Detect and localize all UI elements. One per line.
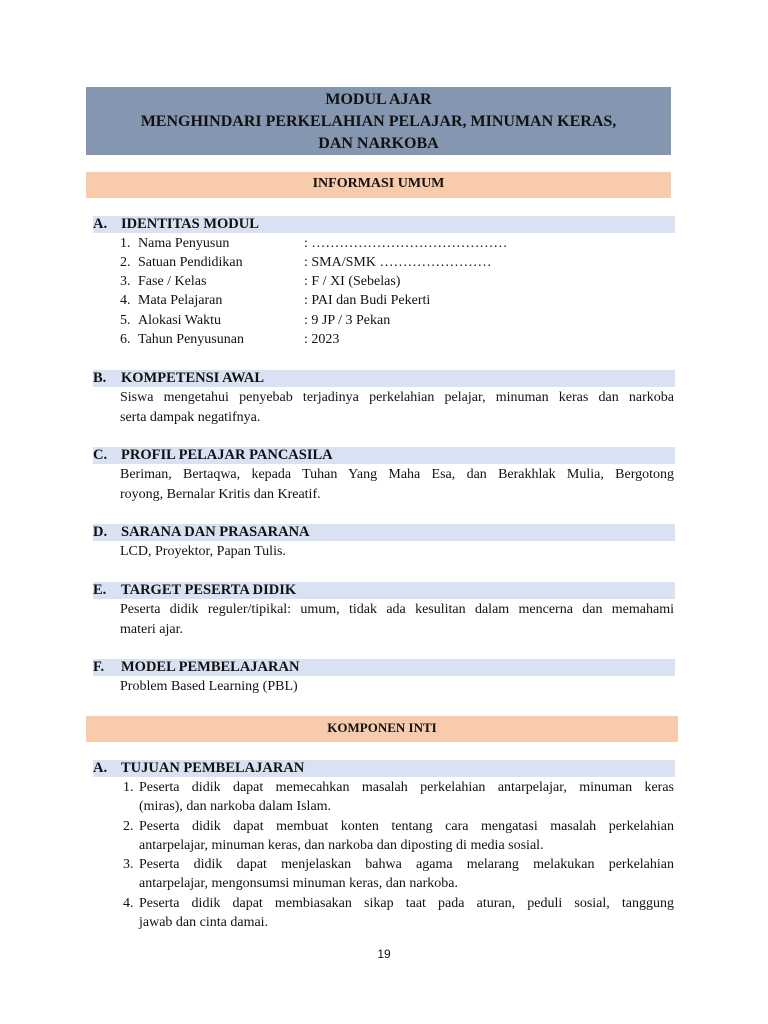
section-model-heading [93, 659, 675, 676]
page-number: 19 [377, 947, 391, 961]
section-letter: F. [93, 659, 105, 675]
band-komponen-inti: KOMPONEN INTI [86, 716, 678, 742]
paragraph-line: royong, Bernalar Kritis dan Kreatif. [120, 486, 321, 502]
row-label: Alokasi Waktu [138, 313, 221, 328]
band-informasi-umum: INFORMASI UMUM [86, 172, 671, 198]
section-title: MODEL PEMBELAJARAN [121, 659, 300, 675]
paragraph-line: serta dampak negatifnya. [120, 409, 261, 425]
section-title: SARANA DAN PRASARANA [121, 524, 310, 540]
row-value: : SMA/SMK …………………… [304, 255, 492, 270]
item-line: Peserta didik dapat membuat konten tentang cara mengatasi masalah perkelahian [139, 818, 674, 834]
section-title: TUJUAN PEMBELAJARAN [121, 760, 305, 776]
profil-pelajar-text [120, 465, 674, 504]
section-sarana-heading [93, 524, 675, 541]
item-line: (miras), dan narkoba dalam Islam. [139, 799, 332, 815]
list-item [120, 855, 674, 894]
section-title: PROFIL PELAJAR PANCASILA [121, 447, 333, 463]
module-subtitle-line2: DAN NARKOBA [318, 135, 439, 152]
module-title: MODUL AJAR [325, 91, 432, 108]
row-number: 4. [120, 293, 131, 308]
row-number: 1. [120, 236, 131, 251]
item-line: antarpelajar, mengonsumsi minuman keras, dan narkoba. [139, 876, 459, 892]
paragraph-line: Problem Based Learning (PBL) [120, 679, 298, 694]
section-letter: C. [93, 447, 108, 463]
section-identitas-modul-heading [93, 216, 675, 233]
paragraph-line: Peserta didik reguler/tipikal: umum, tidak ada kesulitan dalam mencerna dan memahami [120, 602, 674, 617]
row-value: : F / XI (Sebelas) [304, 274, 401, 289]
item-line: Peserta didik dapat menjelaskan bahwa agama melarang melakukan perkelahian [139, 857, 674, 873]
row-number: 2. [120, 255, 131, 270]
section-target-heading [93, 582, 675, 599]
paragraph-line: LCD, Proyektor, Papan Tulis. [120, 544, 286, 559]
list-item [120, 894, 674, 933]
section-letter: A. [93, 760, 108, 776]
row-number: 5. [120, 313, 131, 328]
model-text [120, 677, 674, 697]
section-title: TARGET PESERTA DIDIK [121, 582, 297, 598]
row-value: : 2023 [304, 332, 340, 347]
row-label: Fase / Kelas [138, 274, 207, 289]
item-number: 3. [123, 857, 134, 873]
section-profil-pelajar-heading [93, 447, 675, 464]
section-letter: E. [93, 582, 107, 598]
section-letter: D. [93, 524, 108, 540]
list-item [120, 817, 674, 856]
section-title: IDENTITAS MODUL [121, 216, 259, 232]
item-number: 2. [123, 818, 134, 834]
paragraph-line: Beriman, Bertaqwa, kepada Tuhan Yang Maha Esa, dan Berakhlak Mulia, Bergotong [120, 467, 674, 482]
row-label: Nama Penyusun [138, 236, 230, 251]
item-line: antarpelajar, minuman keras, dan narkoba dan diposting di media sosial. [139, 837, 544, 853]
module-title-box [86, 87, 671, 155]
paragraph-line: materi ajar. [120, 621, 183, 637]
item-number: 4. [123, 895, 134, 911]
item-line: Peserta didik dapat membiasakan sikap taat pada aturan, peduli sosial, tanggung [139, 895, 674, 911]
row-label: Tahun Penyusunan [138, 332, 244, 347]
section-letter: A. [93, 216, 108, 232]
item-number: 1. [123, 780, 134, 795]
section-title: KOMPETENSI AWAL [121, 370, 265, 386]
row-number: 6. [120, 332, 131, 347]
paragraph-line: Siswa mengetahui penyebab terjadinya perkelahian pelajar, minuman keras dan narkoba [120, 390, 674, 405]
kompetensi-awal-text [120, 388, 674, 427]
module-subtitle-line1: MENGHINDARI PERKELAHIAN PELAJAR, MINUMAN KERAS, [140, 113, 617, 130]
item-line: Peserta didik dapat memecahkan masalah perkelahian antarpelajar, minuman keras [139, 780, 674, 795]
row-value: : PAI dan Budi Pekerti [304, 293, 431, 308]
section-letter: B. [93, 370, 107, 386]
row-value: : 9 JP / 3 Pekan [304, 313, 391, 328]
item-line: jawab dan cinta damai. [139, 915, 269, 931]
list-item [120, 778, 674, 817]
row-number: 3. [120, 274, 131, 289]
target-text [120, 600, 674, 639]
row-value: : …………………………………… [304, 236, 508, 251]
row-label: Mata Pelajaran [138, 293, 223, 308]
section-tujuan-heading [93, 760, 675, 777]
tujuan-list [120, 778, 674, 932]
row-label: Satuan Pendidikan [138, 255, 243, 270]
section-kompetensi-awal-heading [93, 370, 675, 387]
sarana-text [120, 542, 674, 562]
